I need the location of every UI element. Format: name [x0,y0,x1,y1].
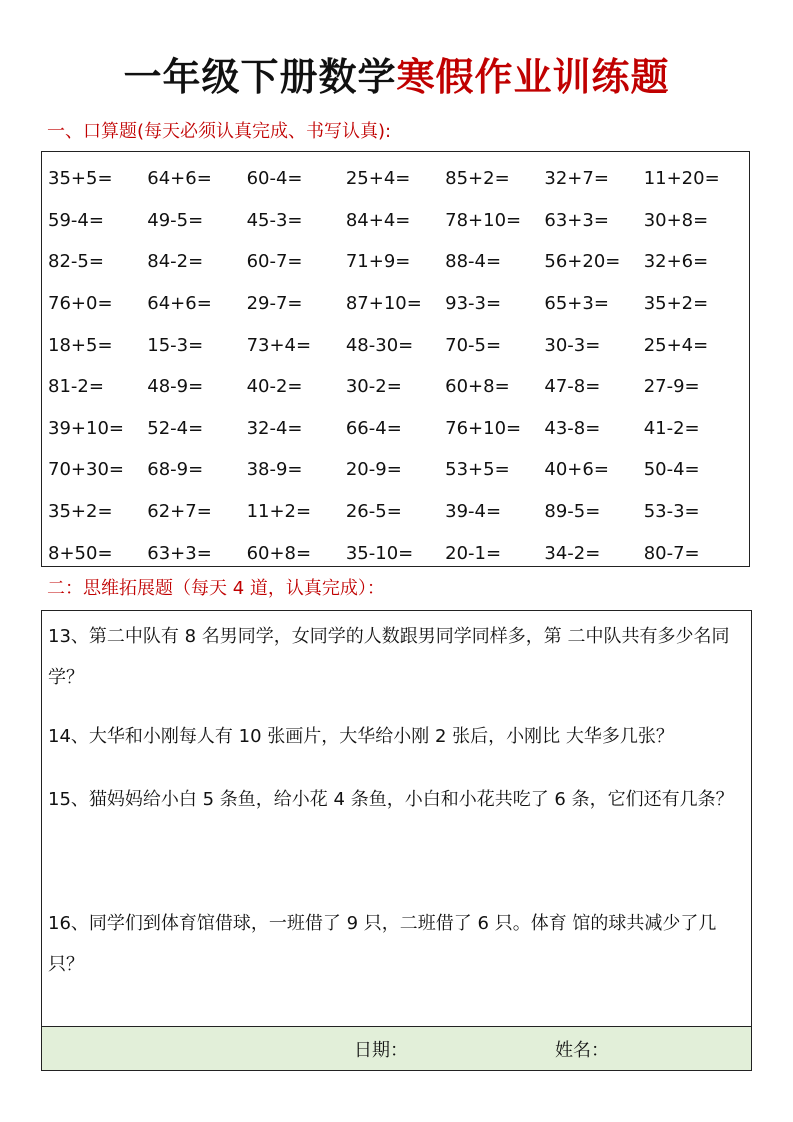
math-row [48,241,743,283]
math-problem: 11+2= [246,501,312,523]
footer-bar [42,1026,751,1070]
math-problem: 60+8= [246,542,312,564]
math-problem: 81-2= [48,376,104,398]
math-row [48,408,743,450]
math-problem: 85+2= [445,168,510,190]
math-problem: 88-4= [445,251,502,273]
math-problem: 15-3= [147,334,204,356]
math-problem: 64+6= [147,293,212,315]
math-problem: 35-10= [345,542,414,564]
title-part-red: 寒假作业训练题 [396,55,670,99]
math-problem: 76+0= [48,293,113,315]
question-14: 14、大华和小刚每人有 10 张画片，大华给小刚 2 张后，小刚比 大华多几张？ [48,726,674,747]
math-problem: 49-5= [147,209,204,231]
math-problem: 30+8= [643,209,709,231]
math-problem: 39+10= [48,417,124,439]
math-problem: 45-3= [246,209,303,231]
math-problem: 82-5= [48,251,104,273]
question-16: 16、同学们到体育馆借球，一班借了 9 只，二班借了 6 只。体育 馆的球共减少了几只？ [48,913,717,975]
math-problem: 56+20= [544,251,621,273]
math-problem: 78+10= [445,209,522,231]
math-problem: 60+8= [445,376,510,398]
math-problem: 66-4= [345,417,402,439]
section1-heading: 一、口算题(每天必须认真完成、书写认真): [47,121,392,142]
title-part-black: 一年级下册数学 [123,55,397,99]
math-problem: 34-2= [544,542,601,564]
math-problem: 60-4= [246,168,303,190]
math-problem: 63+3= [544,209,609,231]
math-problem: 40-2= [246,376,303,398]
math-problem: 40+6= [544,459,609,481]
math-problem: 59-4= [48,209,104,231]
math-problem: 32-4= [246,417,303,439]
math-problem: 26-5= [345,501,402,523]
mental-math-grid [48,158,743,564]
math-problem: 80-7= [643,542,700,564]
math-problem: 27-9= [643,376,700,398]
math-problem: 63+3= [147,542,212,564]
section2-heading: 二：思维拓展题（每天 4 道，认真完成）： [47,578,385,599]
math-problem: 87+10= [345,293,422,315]
math-row [48,532,743,574]
math-problem: 30-3= [544,334,601,356]
math-problem: 52-4= [147,417,204,439]
math-problem: 76+10= [445,417,522,439]
math-problem: 70-5= [445,334,502,356]
math-problem: 73+4= [246,334,312,356]
math-problem: 84-2= [147,251,204,273]
math-problem: 11+20= [643,168,720,190]
math-problem: 35+2= [48,501,113,523]
math-problem: 39-4= [445,501,502,523]
question-13: 13、第二中队有 8 名男同学，女同学的人数跟男同学同样多，第 二中队共有多少名同学？ [48,626,730,688]
math-problem: 30-2= [345,376,402,398]
math-problem: 65+3= [544,293,609,315]
math-problem: 43-8= [544,417,601,439]
math-problem: 48-9= [147,376,204,398]
math-problem: 64+6= [147,168,212,190]
math-problem: 93-3= [445,293,502,315]
math-problem: 35+2= [643,293,709,315]
math-problem: 35+5= [48,168,113,190]
math-problem: 20-1= [445,542,502,564]
math-problem: 18+5= [48,334,113,356]
math-row [48,200,743,242]
question-15: 15、猫妈妈给小白 5 条鱼，给小花 4 条鱼，小白和小花共吃了 6 条，它们还有几条？ [48,789,734,810]
math-problem: 20-9= [345,459,402,481]
math-problem: 50-4= [643,459,700,481]
math-row [48,366,743,408]
math-problem: 84+4= [345,209,411,231]
math-problem: 32+7= [544,168,609,190]
math-row [48,449,743,491]
math-problem: 8+50= [48,542,113,564]
math-row [48,491,743,533]
math-row [48,158,743,200]
math-problem: 60-7= [246,251,303,273]
math-row [48,324,743,366]
math-problem: 71+9= [345,251,411,273]
date-label: 日期： [354,1040,408,1061]
math-problem: 38-9= [246,459,303,481]
math-problem: 62+7= [147,501,212,523]
math-row [48,283,743,325]
math-problem: 29-7= [246,293,303,315]
word-problems-box [41,610,752,1071]
math-problem: 53-3= [643,501,700,523]
math-problem: 53+5= [445,459,510,481]
math-problem: 41-2= [643,417,700,439]
math-problem: 70+30= [48,459,124,481]
math-problem: 25+4= [345,168,411,190]
page-title [0,52,793,102]
mental-math-box [41,151,750,567]
math-problem: 89-5= [544,501,601,523]
name-label: 姓名： [555,1040,609,1061]
math-problem: 48-30= [345,334,414,356]
math-problem: 47-8= [544,376,601,398]
math-problem: 25+4= [643,334,709,356]
math-problem: 32+6= [643,251,709,273]
math-problem: 68-9= [147,459,204,481]
